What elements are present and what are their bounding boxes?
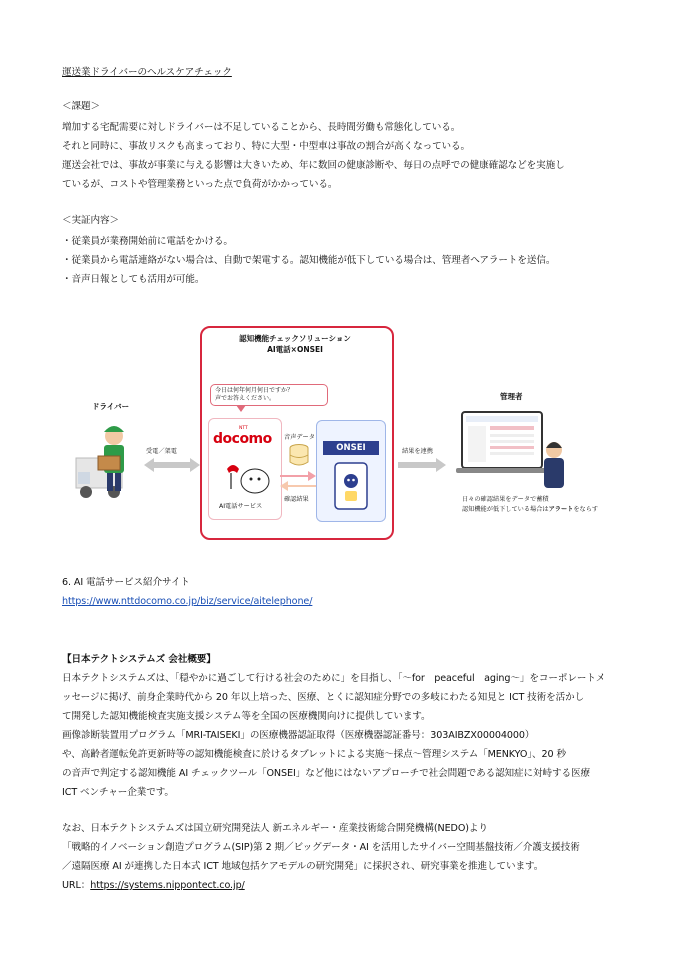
note-bold: アラート	[548, 506, 574, 513]
right-arrow-icon	[398, 458, 446, 472]
demo-line: ・音声日報としても活用が可能。	[62, 274, 205, 285]
company-line: の音声で判定する認知機能 AI チェックツール「ONSEI」など他にはないアプローチで社会問題である認知症に対峙する医療	[62, 768, 591, 779]
onsei-tablet-icon	[331, 461, 371, 511]
demo-line: ・従業員から電話連絡がない場合は、自動で架電する。認知機能が低下している場合は、管理者へアラートを送信。	[62, 255, 556, 266]
company-line: て開発した認知機能検査実施支援システム等を全国の医療機関向けに提供しています。	[62, 711, 431, 722]
solution-title: 認知機能チェックソリューション	[239, 334, 351, 343]
docomo-logo: docomo	[213, 431, 272, 447]
link-result-label: 結果を連携	[402, 448, 433, 455]
ai-phone-robot-icon	[217, 459, 273, 499]
demo-line: ・従業員が業務開始前に電話をかける。	[62, 236, 233, 247]
issue-heading: ＜課題＞	[62, 101, 100, 112]
note-line	[462, 506, 598, 514]
nedo-line: 「戦略的イノベーション創造プログラム(SIP)第 2 期／ビッグデータ・AI を活用したサイバー空間基盤技術／介護支援技術	[62, 842, 580, 853]
url-label: URL：	[62, 880, 91, 891]
manager-label: 管理者	[500, 392, 523, 401]
company-line: ICT ベンチャー企業です。	[62, 787, 174, 798]
company-url-link[interactable]: https://systems.nippontect.co.jp/	[90, 880, 245, 891]
docomo-card	[208, 418, 282, 520]
company-url-row	[62, 879, 245, 893]
note-prefix: 認知機能が低下している場合は	[462, 506, 549, 513]
exchange-arrows-icon	[280, 470, 316, 492]
issue-line: それと同時に、事故リスクも高まっており、特に大型・中型車は事故の割合が高くなっている。	[62, 141, 471, 152]
driver-truck-illustration	[74, 420, 144, 505]
company-line: や、高齢者運転免許更新時等の認知機能検査に於けるタブレットによる実施～採点～管理システム「MENKYO」、20 秒	[62, 749, 566, 760]
result-label: 確認結果	[284, 496, 309, 503]
company-heading: 【日本テクトシステムズ 会社概要】	[62, 654, 216, 665]
solution-subtitle: AI電話×ONSEI	[267, 345, 323, 354]
company-line: 日本テクトシステムズは、「穏やかに過ごして行ける社会のために」を目指し、「～for peaceful aging～」をコーポレートメ	[62, 673, 606, 684]
solution-diagram	[70, 320, 599, 535]
database-icon	[288, 444, 310, 468]
note-line: 日々の確認結果をデータで蓄積	[462, 496, 549, 503]
company-line: 画像診断装置用プログラム「MRI-TAISEKI」の医療機器認証取得（医療機器認証番号：303AIBZX00004000）	[62, 730, 535, 741]
note-suffix: をならす	[573, 506, 599, 513]
company-line: ッセージに掲げ、前身企業時代から 20 年以上培った、医療、とくに認知症分野での多岐にわたる知見と ICT 技術を活かし	[62, 692, 585, 703]
ai-service-label: AI電話サービス	[219, 503, 263, 510]
speech-bubble	[210, 384, 328, 406]
speech-bubble-tail	[236, 405, 246, 412]
manager-laptop-illustration	[456, 408, 566, 492]
docomo-small-label: NTT	[239, 426, 248, 431]
bubble-line: 今日は何年何月何日ですか？	[215, 387, 294, 394]
call-label: 受電／架電	[146, 448, 177, 455]
onsei-logo: ONSEI	[323, 441, 379, 455]
docomo-service-link[interactable]: https://www.nttdocomo.co.jp/biz/service/aitelephone/	[62, 596, 313, 607]
audio-data-label: 音声データ	[284, 434, 315, 441]
section-title: 運送業ドライバーのヘルスケアチェック	[62, 67, 232, 78]
issue-line: 増加する宅配需要に対しドライバーは不足していることから、長時間労働も常態化している。	[62, 122, 461, 133]
section6-heading: 6. AI 電話サービス紹介サイト	[62, 577, 190, 588]
nedo-line: ／遠隔医療 AI が連携した日本式 ICT 地域包括ケアモデルの研究開発」に採択され、研究事業を推進しています。	[62, 861, 544, 872]
issue-line: 運送会社では、事故が事業に与える影響は大きいため、年に数回の健康診断や、毎日の点呼での健康確認などを実施し	[62, 160, 565, 171]
onsei-card	[316, 420, 386, 522]
double-arrow-icon	[144, 458, 200, 472]
bubble-line: 声でお答えください。	[215, 395, 276, 402]
driver-label: ドライバー	[92, 402, 130, 411]
demo-heading: ＜実証内容＞	[62, 215, 119, 226]
nedo-line: なお、日本テクトシステムズは国立研究開発法人 新エネルギー・産業技術総合開発機構(NEDO)より	[62, 823, 488, 834]
issue-line: ているが、コストや管理業務といった点で負荷がかかっている。	[62, 179, 338, 190]
